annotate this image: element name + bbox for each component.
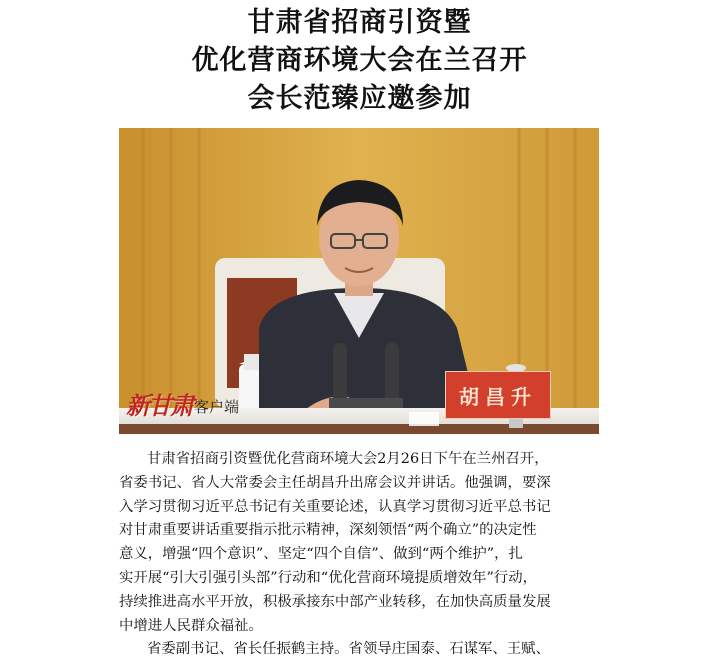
article-paragraph-1 [119,448,615,638]
watermark-label: 客户端 [194,398,240,416]
article-line: 省委书记、省人大常委会主任胡昌升出席会议并讲话。他强调，要深 [119,474,551,491]
watermark [126,391,240,420]
headline-line-2: 优化营商环境大会在兰召开 [191,45,528,76]
article-line: 对甘肃重要讲话重要指示批示精神，深刻领悟“两个确立”的决定性 [119,522,537,539]
watermark-logo: 新甘肃 [126,391,192,420]
article-paragraph-2 [119,638,615,662]
article-body [119,448,615,662]
article-line: 甘肃省招商引资暨优化营商环境大会2月26日下午在兰州召开， [147,451,549,467]
article-line: 省委副书记、省长任振鹤主持。省领导庄国泰、石谋军、王赋、 [147,641,550,658]
nameplate: 胡昌升 [445,371,551,419]
article-line: 持续推进高水平开放，积极承接东中部产业转移，在加快高质量发展 [119,593,551,610]
article-line: 意义，增强“四个意识”、坚定“四个自信”、做到“两个维护”，扎 [119,546,523,563]
article-line: 中增进人民群众福祉。 [119,617,263,634]
article-line: 实开展“引大引强引头部”行动和“优化营商环境提质增效年”行动， [119,569,537,586]
headline [0,4,719,118]
article-line: 入学习贯彻习近平总书记有关重要论述，认真学习贯彻习近平总书记 [119,498,551,515]
headline-line-1: 甘肃省招商引资暨 [247,7,472,38]
headline-line-3: 会长范臻应邀参加 [247,83,472,114]
